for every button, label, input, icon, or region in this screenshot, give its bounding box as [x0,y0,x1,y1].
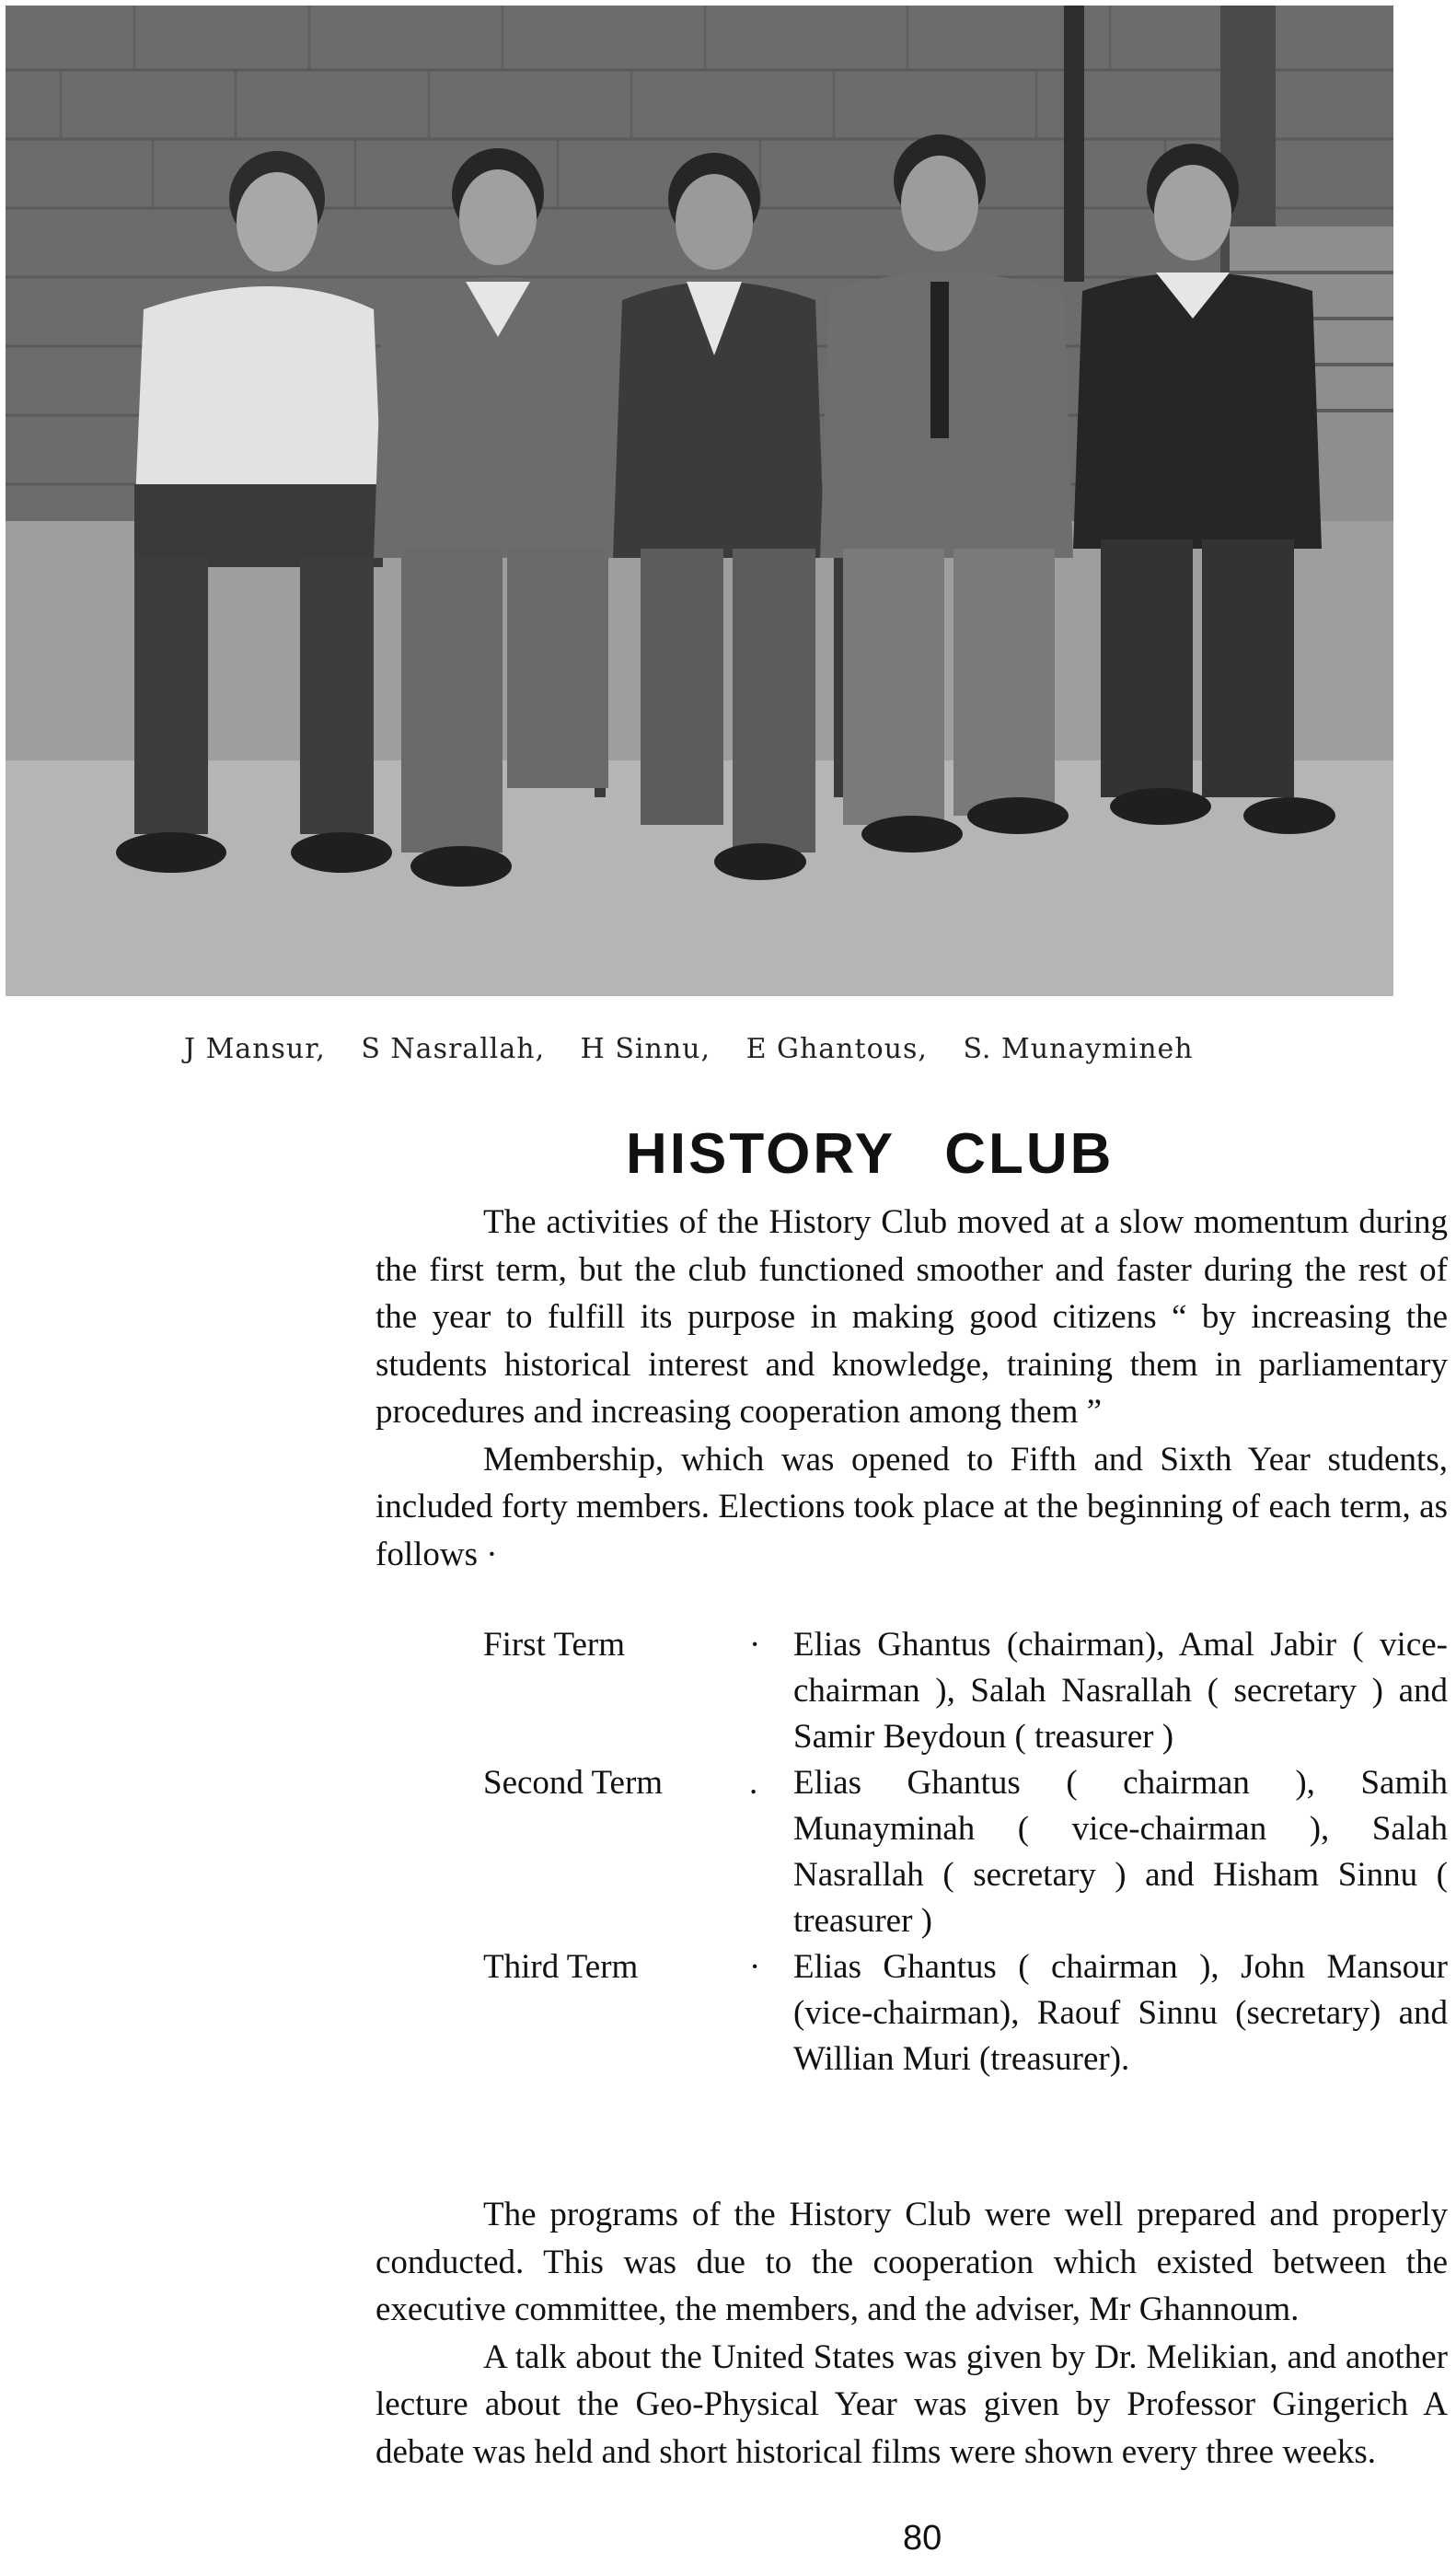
paragraph: Membership, which was opened to Fifth and Sixth Year students, included forty members. Elections took place at the beginning of each term, as follows · [376,1440,1448,1573]
term-row [376,1622,1448,1760]
caption-name: S. Munaymineh [963,1033,1194,1065]
term-separator: · [749,1626,761,1664]
term-list [376,1622,1448,2082]
term-row [376,1760,1448,1944]
term-officers: Elias Ghantus ( chairman ), John Mansour (vice-chairman), Raouf Sinnu (secretary) and Willian Muri (treasurer). [793,1948,1448,2078]
group-photo [6,6,1393,996]
term-officers: Elias Ghantus ( chairman ), Samih Munayminah ( vice-chairman ), Salah Nasrallah ( secretary ) and Hisham Sinnu ( treasurer ) [793,1764,1448,1940]
caption-name: J Mansur, [184,1033,326,1065]
paragraph: A talk about the United States was given by Dr. Melikian, and another lecture about the Geo-Physical Year was given by Professor Gingerich A debate was held and short historical films were shown every three weeks. [376,2337,1448,2471]
intro-text [376,1199,1448,1578]
page-title: HISTORY CLUB [626,1122,1115,1186]
term-label: Second Term [483,1764,664,1802]
term-row [376,1944,1448,2082]
outro-text [376,2191,1448,2476]
photo-caption [184,1033,1288,1065]
caption-name: S Nasrallah, [361,1033,546,1065]
caption-name: E Ghantous, [745,1033,928,1065]
term-label: Third Term [483,1948,639,1986]
caption-name: H Sinnu, [580,1033,711,1065]
term-officers: Elias Ghantus (chairman), Amal Jabir ( vice-chairman ), Salah Nasrallah ( secretary ) and Samir Beydoun ( treasurer ) [793,1626,1448,1756]
group-photo-drawing [6,6,1393,996]
term-label: First Term [483,1626,625,1664]
paragraph: The programs of the History Club were well prepared and properly conducted. This was due to the cooperation which existed between the executive committee, the members, and the adviser, Mr Ghannoum. [376,2196,1448,2328]
paragraph: The activities of the History Club moved at a slow momentum during the first term, but the club functioned smoother and faster during the rest of the year to fulfill its purpose in making good citizens “ by increasing the students historical interest and knowledge, training them in parliamentary procedures and increasing cooperation among them ” [376,1203,1448,1431]
term-separator: . [749,1764,758,1802]
page-number: 80 [903,2519,942,2558]
term-separator: · [749,1948,761,1986]
